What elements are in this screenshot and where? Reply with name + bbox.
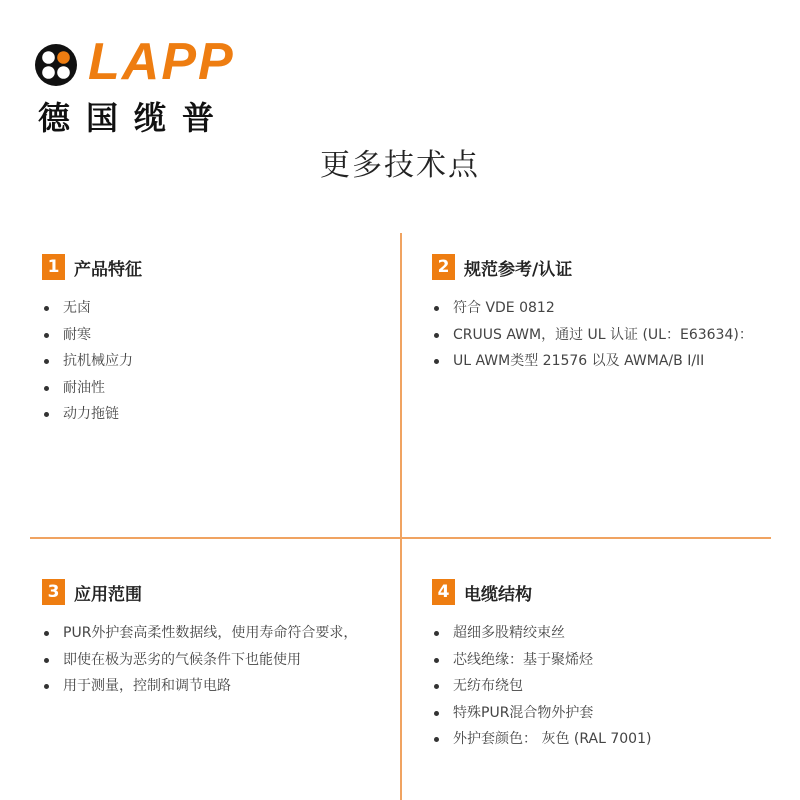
bullet-icon	[44, 684, 49, 689]
cable-cross-section-icon	[34, 43, 78, 87]
list-item	[42, 620, 382, 647]
structure-list	[432, 620, 772, 753]
section-header	[42, 253, 382, 281]
list-item-text: 无卤	[63, 300, 91, 316]
section-number-badge: 2	[432, 254, 455, 280]
list-item	[42, 401, 382, 428]
list-item	[432, 322, 772, 349]
bullet-icon	[44, 386, 49, 391]
list-item-text: 特殊PUR混合物外护套	[453, 704, 594, 721]
list-item	[432, 673, 772, 700]
section-standards-certification	[432, 253, 772, 375]
bullet-icon	[434, 333, 439, 338]
list-item-text: 耐油性	[63, 379, 105, 396]
section-header	[432, 253, 772, 281]
list-item-text: 超细多股精绞束丝	[453, 625, 565, 641]
section-applications	[42, 578, 382, 700]
brand-name-cn: 德国缆普	[38, 99, 231, 137]
bullet-icon	[44, 306, 49, 311]
section-title: 规范参考/认证	[464, 259, 573, 280]
list-item-text: 耐寒	[63, 326, 91, 343]
bullet-icon	[434, 631, 439, 636]
section-number-badge: 3	[42, 579, 65, 605]
list-item-text: 外护套颜色： 灰色 (RAL 7001)	[453, 731, 652, 747]
certification-list	[432, 295, 772, 375]
bullet-icon	[44, 412, 49, 417]
bullet-icon	[434, 711, 439, 716]
bullet-icon	[434, 359, 439, 364]
list-item	[432, 348, 772, 375]
section-number-badge: 1	[42, 254, 65, 280]
list-item-text: 抗机械应力	[63, 353, 133, 369]
list-item-text: 动力拖链	[63, 406, 119, 422]
list-item	[42, 375, 382, 402]
list-item	[432, 726, 772, 753]
bullet-icon	[434, 306, 439, 311]
feature-list	[42, 295, 382, 428]
section-title: 电缆结构	[464, 584, 532, 605]
list-item	[42, 295, 382, 322]
list-item-text: 无纺布绕包	[453, 678, 523, 694]
section-title: 应用范围	[74, 584, 142, 605]
brand-name: LAPP	[88, 33, 235, 91]
list-item	[42, 647, 382, 674]
list-item-text: PUR外护套高柔性数据线，使用寿命符合要求，	[63, 625, 358, 641]
bullet-icon	[434, 658, 439, 663]
list-item	[42, 322, 382, 349]
list-item	[42, 348, 382, 375]
list-item-text: 芯线绝缘：基于聚烯烃	[453, 651, 593, 668]
list-item	[432, 647, 772, 674]
list-item	[42, 673, 382, 700]
bullet-icon	[44, 658, 49, 663]
section-header	[42, 578, 382, 606]
section-product-features	[42, 253, 382, 428]
list-item-text: UL AWM类型 21576 以及 AWMA/B I/II	[453, 353, 705, 369]
page-title: 更多技术点	[320, 148, 480, 183]
application-list	[42, 620, 382, 700]
section-cable-structure	[432, 578, 772, 753]
bullet-icon	[434, 684, 439, 689]
list-item-text: 用于测量，控制和调节电路	[63, 678, 231, 694]
section-number-badge: 4	[432, 579, 455, 605]
list-item-text: CRUUS AWM，通过 UL 认证 (UL：E63634)：	[453, 326, 753, 343]
bullet-icon	[434, 737, 439, 742]
horizontal-divider	[30, 537, 771, 539]
bullet-icon	[44, 333, 49, 338]
vertical-divider	[400, 233, 402, 800]
list-item	[432, 620, 772, 647]
list-item-text: 即使在极为恶劣的气候条件下也能使用	[63, 651, 301, 668]
list-item-text: 符合 VDE 0812	[453, 300, 555, 316]
section-header	[432, 578, 772, 606]
list-item	[432, 295, 772, 322]
section-title: 产品特征	[74, 259, 142, 280]
bullet-icon	[44, 631, 49, 636]
bullet-icon	[44, 359, 49, 364]
list-item	[432, 700, 772, 727]
